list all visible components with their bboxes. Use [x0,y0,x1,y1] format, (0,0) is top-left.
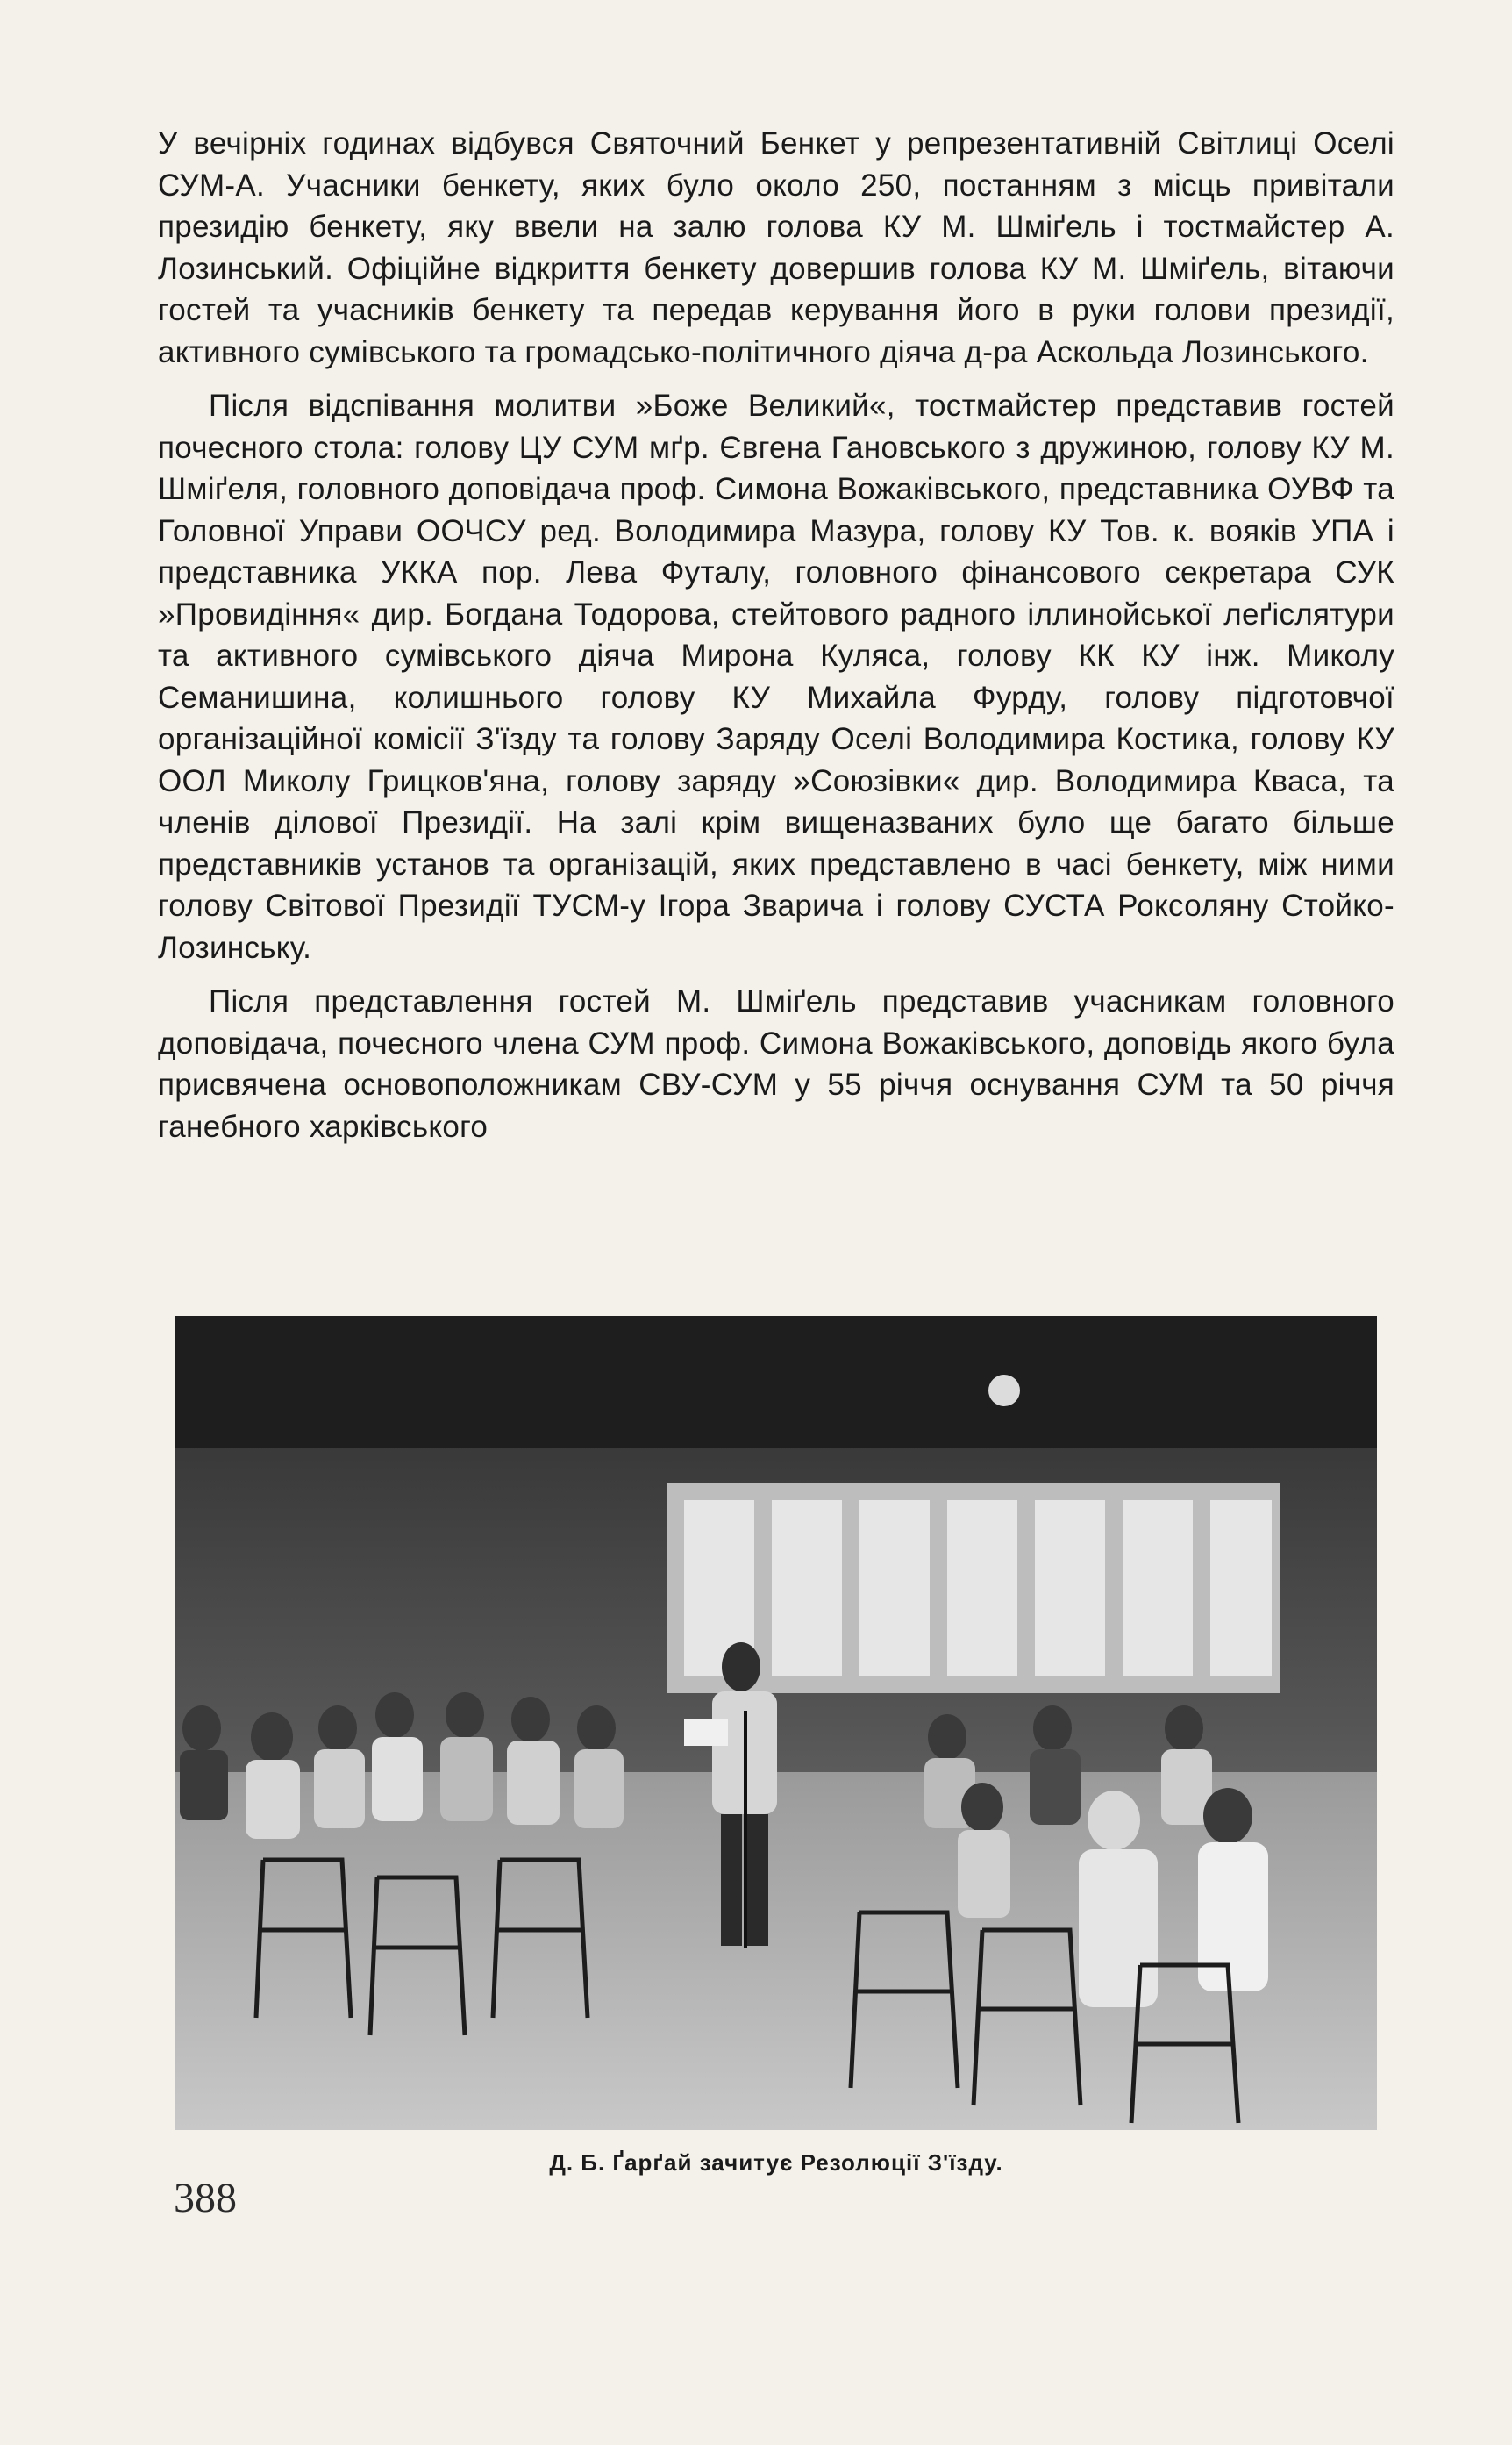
banquet-photo [175,1316,1377,2130]
photo-caption: Д. Б. Ґарґай зачитує Резолюції З'їзду. [549,2149,1003,2176]
paragraph-2: Після відспівання молитви »Боже Великий«, тостмайстер представив гостей почесного стола: голову ЦУ СУМ мґр. Євгена Гановського з дружиною, голову КУ М. Шміґеля, головного доповідача проф. Симона Вожаківського, представника ОУВФ та Головної Управи ООЧСУ ред. Володимира Мазура, голову КУ Тов. к. вояків УПА і представника УККА пор. Лева Футалу, головного фінансового секретара СУК »Провидіння« дир. Богдана Тодорова, стейтового радного іллинойської леґіслятури та активного сумівського діяча Мирона Куляса, голову КК КУ інж. Миколу Семанишина, колишнього голову КУ Михайла Фурду, голову підготовчої організаційної комісії З'їзду та голову Заряду Оселі Володимира Костика, голову КУ ООЛ Миколу Грицков'яна, голову заряду »Союзівки« дир. Володимира Кваса, та членів ділової Президії. На залі крім вищеназваних було ще багато більше представників установ та організацій, яких представлено в часі бенкету, між ними голову Світової Президії ТУСМ-у Ігора Зварича і голову СУСТА Роксоляну Стойко-Лозинську. [158,389,1394,965]
body-text [158,123,1394,1160]
paragraph-1: У вечірніх годинах відбувся Святочний Бенкет у репрезентативній Світлиці Оселі СУМ-А. Учасники бенкету, яких було около 250, постанням з місць привітали президію бенкету, яку ввели на залю голова КУ М. Шміґель і тостмайстер А. Лозинський. Офіційне відкриття бенкету довершив голова КУ М. Шміґель, вітаючи гостей та учасників бенкету та передав керування його в руки голови президії, активного сумівського та громадсько-політичного діяча д-ра Аскольда Лозинського. [158,126,1394,369]
paragraph-3: Після представлення гостей М. Шміґель представив учасникам головного доповідача, почесного члена СУМ проф. Симона Вожаківського, доповідь якого була присвячена основоположникам СВУ-СУМ у 55 річчя оснування СУМ та 50 річчя ганебного харківського [158,984,1394,1144]
wall-clock-icon [988,1375,1020,1406]
page-number: 388 [174,2175,237,2221]
banquet-photo-illustration [175,1316,1377,2130]
